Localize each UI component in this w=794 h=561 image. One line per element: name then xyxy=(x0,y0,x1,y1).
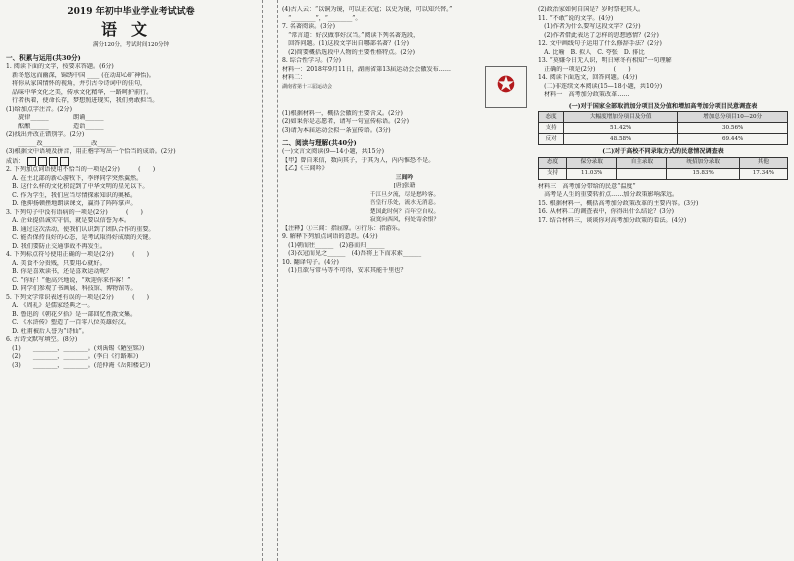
table-header: 其他 xyxy=(739,157,787,168)
text-line: D. 杜甫被后人誉为“诗仙”。 xyxy=(6,327,88,335)
text-line: 正确的一项是(2分) ( ) xyxy=(538,65,631,73)
text-line: D. 同学们参观了书画展、科技馆、博物馆等。 xyxy=(6,285,137,292)
table-cell: 支持 xyxy=(539,168,567,179)
table-cell: 48.58% xyxy=(564,134,678,145)
text-line: 16. 从材料二的调查表中，你得出什么结论？(3分) xyxy=(538,208,675,215)
table-header: 保分录取 xyxy=(567,157,617,168)
table-cell: 反对 xyxy=(539,134,564,145)
text-line: ______改______ ______改______ xyxy=(6,139,116,147)
table2-caption: (二)对于高校不同录取方式的民意情况调查表 xyxy=(602,148,724,155)
text-line: 4. 下列标点符号使用正确的一项是(2分) ( ) xyxy=(6,251,150,258)
text-line: 1. 阅读下面的文字，按要求答题。(6分) xyxy=(6,63,114,70)
table-cell: 69.44% xyxy=(678,134,788,145)
text-line: 15. 根据材料一，概括高考加分政策改革的主要内容。(3分) xyxy=(538,199,699,207)
answer-box[interactable] xyxy=(27,157,36,166)
question-block xyxy=(538,6,788,100)
text-line: 吾皇行乐处，流水无消息。 xyxy=(369,200,440,206)
table-header: 自主录取 xyxy=(617,157,667,168)
exam-note: 满分120分，考试时间120分钟 xyxy=(93,42,169,48)
text-line: (2)作者借此表达了怎样的思想感情？(2分) xyxy=(538,31,659,39)
text-line: (2)简要概括选段中人物的主要性格特点。(2分) xyxy=(282,48,416,56)
text-line: 行者执着，使命长存，梦想照进现实，我们勇敢担当。 xyxy=(6,97,159,104)
section-heading: 二、阅读与理解(共40分) xyxy=(282,139,357,147)
text-line: (1) ________，________。(刘禹锡《陋室铭》) xyxy=(6,344,145,352)
text-line: (3) ________，________。(范仲淹《岳阳楼记》) xyxy=(6,361,151,369)
text-line: (2)找出并改正错别字。(2分) xyxy=(6,131,85,138)
question-block xyxy=(6,166,256,370)
poem-author: [唐]张籍 xyxy=(393,183,416,189)
column-right xyxy=(538,6,788,555)
text-line: 2. 下列加点词语使用不恰当的一项是(2分) ( ) xyxy=(6,166,156,173)
text-line: 酝酿______ 造诣______ xyxy=(6,122,104,130)
table-cell xyxy=(617,168,667,179)
text-line: “________”，“________”。 xyxy=(282,14,362,22)
text-line: (4)古人云：“以铜为镜，可以正衣冠；以史为镜，可以知兴替。” xyxy=(282,6,453,13)
part-heading: (一)文言文阅读(9—14小题，共15分) xyxy=(282,148,385,155)
text-line: 12. 文中画线句子运用了什么修辞手法？(2分) xyxy=(538,40,662,47)
question-block xyxy=(6,63,256,157)
text-line: A. 《周礼》是儒家经典之一。 xyxy=(6,302,94,309)
text-line: D. 我们要防止交通事故不再发生。 xyxy=(6,242,106,250)
text-line: (1)给加点字注音。(2分) xyxy=(6,105,73,113)
text-line: 新冬悠远而幽深，锦绣中国 ____ (在动却心旷神怡)。 xyxy=(6,71,155,79)
text-line: 10. 翻译句子。(4分) xyxy=(282,258,339,266)
text-line: (3)请为本届运动会拟一条宣传语。(3分) xyxy=(282,126,391,134)
survey-table-1 xyxy=(538,111,788,145)
text-line: 6. 古诗文默写填空。(8分) xyxy=(6,336,78,343)
text-line: 高考是人生的重要转折点……加分政策影响深远。 xyxy=(538,191,679,198)
text-line: 13. “莫嫌今日无人识，明日寒冬有相知”一句理解 xyxy=(538,57,672,64)
text-line: A. 企业提倡诚实守信，就是要以信誉为本。 xyxy=(6,217,131,224)
column-middle xyxy=(282,6,527,555)
question-block xyxy=(282,6,527,66)
material-two-label: 材料二： xyxy=(282,74,307,81)
text-line: A. 美食不分贵贱，只要用心就好。 xyxy=(6,259,106,267)
poem-title: 三闾吟 xyxy=(395,174,414,181)
text-line: 14. 阅读下面选文，回答问题。(4分) xyxy=(538,74,638,81)
question-block xyxy=(282,110,527,136)
text-line: “常言道：好汉做事好汉当。”阅读下列名著选段， xyxy=(282,31,420,39)
idiom-boxes-label: 成语： xyxy=(6,157,25,165)
subject-title: 语文 xyxy=(100,20,161,39)
text-line: 8. 综合性学习。(7分) xyxy=(282,57,342,64)
text-line: 寂寞向西风，何处寄余恨？ xyxy=(369,217,440,223)
table-cell: 15.83% xyxy=(667,168,739,179)
text-line: (2)如果你是志愿者，请写一句宣传标语。(2分) xyxy=(282,118,409,125)
text-line: 楚国此时何？百年空自叹。 xyxy=(369,208,440,215)
text-line: 品味中华文化之美，传承文化精华，一路呵护前行。 xyxy=(6,88,153,96)
table-header: 增加总分项目10—20分 xyxy=(678,112,788,123)
survey-table-2 xyxy=(538,157,788,180)
table-cell: 51.42% xyxy=(564,123,678,134)
text-line: A. 在主北部的新心游牧下，李铎同学突然翼然。 xyxy=(6,174,143,182)
text-line: (3)根据文中语境及拼音，用正楷字写出一个恰当的成语。(2分) xyxy=(6,148,176,155)
text-line: 旋律______ 朗诵______ xyxy=(6,114,104,121)
text-line: 7. 名著阅读。(3分) xyxy=(282,23,335,30)
text-line: C. 作为学生，我们应当尽情探索知识的奥秘。 xyxy=(6,191,137,199)
text-line: 17. 结合材料三，谈谈你对高考加分政策的看法。(4分) xyxy=(538,216,687,224)
text-line: 材料一 高考加分政策改革…… xyxy=(538,91,630,98)
text-line: 【甲】曾自来信，数向其子，于其为人，内内惟恐不是。 xyxy=(282,156,435,164)
text-line: 材料三 高考加分带给的民意“温度” xyxy=(538,182,636,190)
text-line: (1)朝而往______ (2)暮而归______ xyxy=(282,241,385,249)
material-one: 材料一：2018年9月11日，湖南省第13届运动会会徽发布…… xyxy=(282,65,451,73)
table-header: 态度 xyxy=(539,157,567,168)
table1-caption: (一)对于国家全部取消加分项目及分值和增加高考加分项目民意调查表 xyxy=(568,102,758,110)
text-line: 回答问题。(1)这段文字出自哪部名著？(1分) xyxy=(282,40,409,47)
text-line: (1)根据材料一，概括会徽的主要含义。(2分) xyxy=(282,109,403,117)
table-row xyxy=(539,134,788,145)
text-line: B. 这什么样的文化积淀到了中华文明的星光以下。 xyxy=(6,183,149,190)
question-block xyxy=(282,157,527,174)
text-line: B. 你是喜欢读书，还是喜欢运动呢？ xyxy=(6,268,112,275)
text-line: D. 他抑扬顿挫地朗读课文，赢得了阵阵掌声。 xyxy=(6,200,137,207)
text-line: (2) ________，________。(李白《行路难》) xyxy=(6,353,139,360)
games-logo-icon: ✪ xyxy=(485,66,527,108)
text-line: C. 能否保持良好的心态，是考试取得好成绩的关键。 xyxy=(6,234,155,241)
idiom-boxes xyxy=(6,157,256,167)
table-cell: 11.03% xyxy=(567,168,617,179)
table-row xyxy=(539,168,788,179)
text-line: B. 通过这次活动，使我们认识到了团队合作的重要。 xyxy=(6,225,155,233)
text-line: A. 比喻 B. 拟人 C. 夸张 D. 排比 xyxy=(538,48,645,56)
answer-box[interactable] xyxy=(60,157,69,166)
text-line: 千江旦夕流，尽是愁吟客。 xyxy=(369,191,440,198)
text-line: 5. 下列文学常识表述有误的一项是(2分) ( ) xyxy=(6,293,150,301)
text-line: (二)非连续文本阅读(15—18小题，共10分) xyxy=(538,82,663,90)
answer-box[interactable] xyxy=(49,157,58,166)
table-cell: 30.56% xyxy=(678,123,788,134)
table-cell: 17.34% xyxy=(739,168,787,179)
text-line: B. 鲁迅的《朝花夕拾》是一部回忆性散文集。 xyxy=(6,310,137,318)
text-line: (1)且欲与常马等不可得，安求其能千里也？ xyxy=(282,267,407,274)
text-line: (3)衣冠而见之______ (4)吾将上下而求索______ xyxy=(282,250,422,257)
text-line: 将你从家国情怀的视角，并引古今诗词中的佳句， xyxy=(6,80,147,87)
logo-caption: 湖南省第十三届运动会 xyxy=(282,83,333,90)
table-header: 统招加分录取 xyxy=(667,157,739,168)
poem-body xyxy=(282,191,527,225)
question-block xyxy=(538,183,788,226)
table-header: 大幅度增加分项目及分值 xyxy=(564,112,678,123)
table-header: 态度 xyxy=(539,112,564,123)
text-line: 【注释】①三闾：指屈原。②行乐：指游乐。 xyxy=(282,224,404,232)
text-line: C. “你好！”他高兴地说，“欢迎你来作客！” xyxy=(6,276,131,284)
exam-title: 2019 年初中毕业学业考试试卷 xyxy=(67,7,195,17)
answer-box[interactable] xyxy=(38,157,47,166)
column-left xyxy=(6,6,256,555)
text-line: 9. 解释下列加点词语的意思。(4分) xyxy=(282,233,378,240)
binding-seam xyxy=(262,0,278,561)
text-line: C. 《水浒传》塑造了一百零八位英雄好汉。 xyxy=(6,319,131,326)
question-block xyxy=(282,225,527,276)
text-line: 【乙】《三闾吟》 xyxy=(282,165,328,172)
text-line: (2)政治家如何自国是？岁时祭祀其人。 xyxy=(538,6,645,13)
text-line: 3. 下列句子中没有语病的一项是(2分) ( ) xyxy=(6,208,143,216)
section-heading: 一、积累与运用(共30分) xyxy=(6,54,81,62)
table-cell: 支持 xyxy=(539,123,564,134)
text-line: (1)作者为什么要写这段文字？(2分) xyxy=(538,23,641,30)
text-line: 11. “不敢”说的文字。(4分) xyxy=(538,14,614,22)
table-row xyxy=(539,123,788,134)
